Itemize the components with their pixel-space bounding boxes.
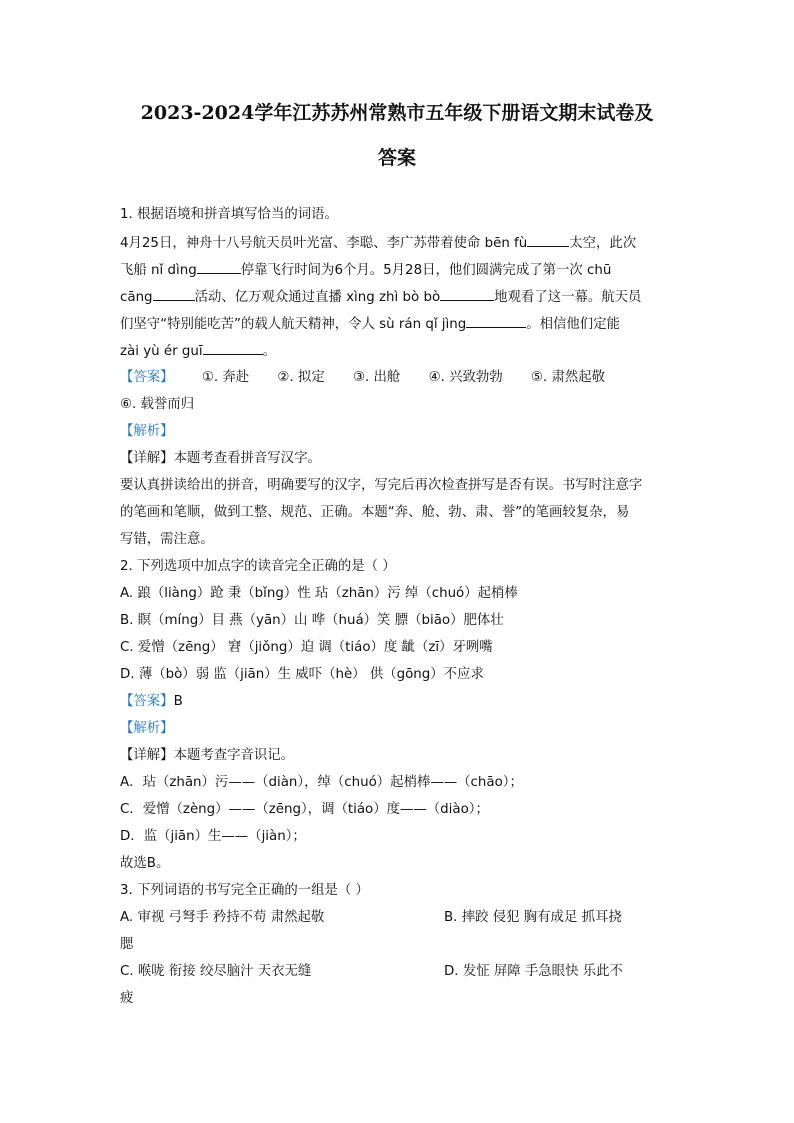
q1-text: 4月25日，神舟十八号航天员叶光富、李聪、李广苏带着使命 bēn fù [120, 236, 528, 251]
q2-answer: B [173, 694, 183, 709]
q1-text: 。 [262, 344, 276, 359]
answer-blank [153, 286, 195, 301]
q1-para-line3 [120, 286, 680, 308]
q1-stem: 1. 根据语境和拼音填写恰当的词语。 [120, 207, 338, 222]
q1-text: 停靠飞行时间为6个月。5月28日，他们圆满完成了第一次 chū [240, 263, 612, 278]
q2-option-b: B. 瞑（míng）目 燕（yān）山 哗（huá）笑 膘（biāo）肥体壮 [120, 613, 504, 628]
q1-answer-2: ②. 拟定 [277, 370, 325, 385]
q1-explanation-1: 要认真拼读给出的拼音，明确要写的汉字，写完后再次检查拼写是否有误。书写时注意字 [120, 478, 643, 493]
q1-answer-4: ④. 兴致勃勃 [428, 370, 503, 385]
q3-option-a: A. 审视 弓弩手 矜持不苟 肃然起敬 [120, 910, 325, 925]
q1-text: 们坚守“特别能吃苦”的载人航天精神，令人 sù rán qǐ jìng [120, 317, 467, 332]
q1-text: 。相信他们定能 [526, 317, 620, 332]
q3-row-cd [120, 962, 680, 982]
doc-title-line2: 答案 [377, 147, 416, 169]
answer-label: 【答案】 [120, 694, 174, 709]
q1-answer-6: ⑥. 载誉而归 [120, 397, 195, 412]
q2-conclusion: 故选B。 [120, 856, 170, 871]
answer-blank [197, 259, 241, 274]
doc-title-line1: 2023-2024学年江苏苏州常熟市五年级下册语文期末试卷及 [140, 102, 654, 124]
q2-detail-text: 本题考查字音识记。 [173, 748, 295, 763]
q1-text: zài yù ér guī [120, 344, 203, 359]
q3-option-b: B. 摔跤 侵犯 胸有成足 抓耳挠 [444, 910, 622, 925]
q1-text: 太空，此次 [569, 236, 637, 251]
q1-answer-line [120, 368, 680, 388]
q2-answer-line [120, 692, 680, 712]
q2-option-c: C. 爱憎（zēng） 窘（jiǒng）迫 调（tiáo）度 龇（zī）牙咧嘴 [120, 640, 493, 655]
q1-detail-text: 本题考查看拼音写汉字。 [173, 451, 321, 466]
q1-explanation-2: 的笔画和笔顺，做到工整、规范、正确。本题“奔、舱、勃、肃、誉”的笔画较复杂，易 [120, 505, 630, 520]
q1-text: 飞船 nǐ dìng [120, 263, 197, 278]
q3-option-c: C. 喉咙 衔接 绞尽脑汁 天衣无缝 [120, 964, 312, 979]
q2-analysis-a: A．玷（zhān）污——（diàn），绰（chuó）起梢棒——（chāo）； [120, 775, 523, 790]
q1-text: 活动、亿万观众通过直播 xìng zhì bò bò [194, 290, 441, 305]
q1-para-line4 [120, 313, 680, 335]
q3-option-d: D. 发怔 屏障 手急眼快 乐此不 [444, 964, 623, 979]
q3-option-d-cont: 疲 [120, 991, 134, 1006]
q1-explanation-3: 写错，需注意。 [120, 532, 214, 547]
q1-answer-1: ①. 奔赴 [201, 370, 250, 385]
q2-analysis-c: C．爱憎（zèng）——（zēng），调（tiáo）度——（diào）； [120, 802, 489, 817]
q1-text: 地观看了这一幕。航天员 [494, 290, 642, 305]
q1-text: cāng [120, 290, 153, 305]
answer-label: 【答案】 [120, 370, 174, 385]
answer-blank [203, 340, 263, 355]
analysis-label: 【解析】 [120, 424, 174, 439]
q3-stem: 3. 下列词语的书写完全正确的一组是（ ） [120, 883, 369, 898]
detail-label: 【详解】 [120, 451, 174, 466]
q1-para-line2 [120, 259, 680, 281]
answer-blank [527, 232, 569, 247]
q2-stem: 2. 下列选项中加点字的读音完全正确的是（ ） [120, 559, 396, 574]
q3-option-b-cont: 腮 [120, 937, 134, 952]
answer-blank [466, 313, 526, 328]
q1-para-line5 [120, 340, 680, 362]
detail-label: 【详解】 [120, 748, 174, 763]
q1-answer-5: ⑤. 肃然起敬 [530, 370, 606, 385]
analysis-label: 【解析】 [120, 721, 174, 736]
q2-option-d: D. 薄（bò）弱 监（jiān）生 威吓（hè） 供（gōng）不应求 [120, 667, 484, 682]
q1-answer-3: ③. 出舱 [352, 370, 401, 385]
q1-detail [120, 449, 680, 469]
q2-option-a: A. 踉（liàng）跄 秉（bǐng）性 玷（zhān）污 绰（chuó）起梢棒 [120, 586, 518, 601]
answer-blank [440, 286, 494, 301]
q1-para-line1 [120, 232, 680, 254]
q2-detail [120, 746, 680, 766]
q3-row-ab [120, 908, 680, 928]
q2-analysis-d: D．监（jiān）生——（jiàn）； [120, 829, 306, 844]
